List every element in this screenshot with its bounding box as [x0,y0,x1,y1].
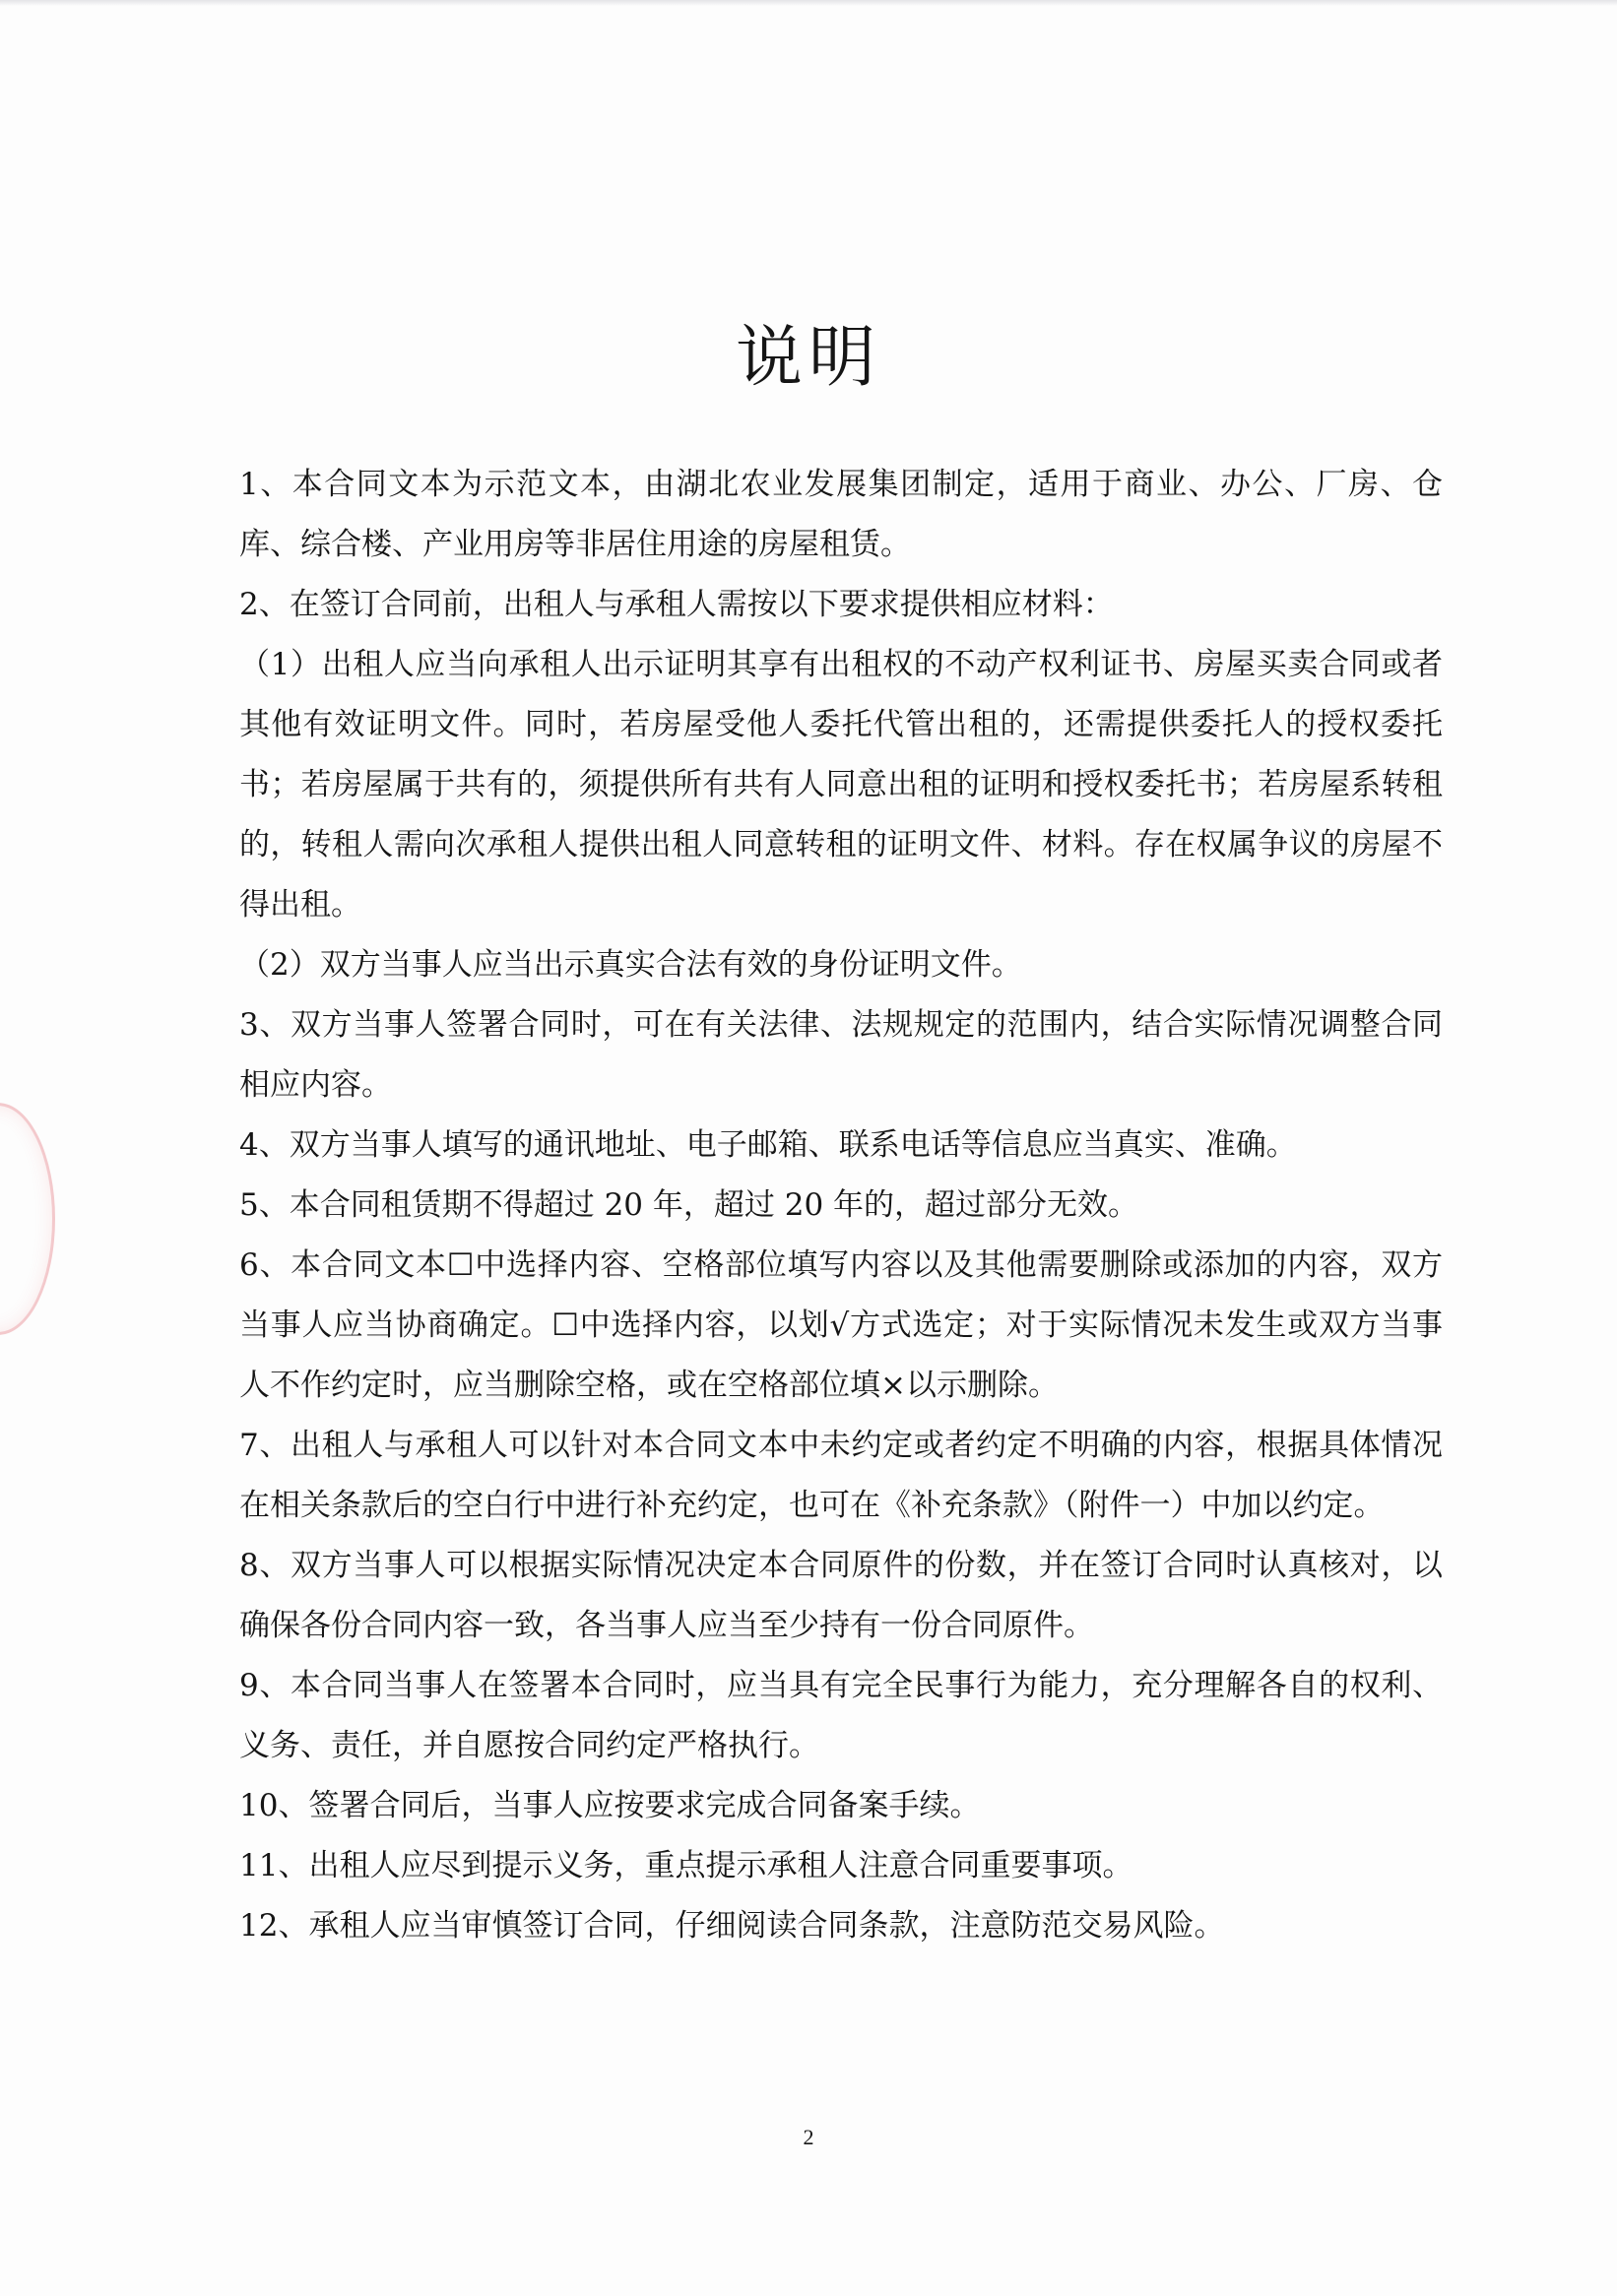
seal-stamp-fragment [0,1103,55,1335]
instruction-paragraph-10: 10、签署合同后，当事人应按要求完成合同备案手续。 [239,1788,981,1823]
instruction-paragraph-9: 9、本合同当事人在签署本合同时，应当具有完全民事行为能力，充分理解各自的权利、义务、责任，并自愿按合同约定严格执行。 [239,1668,1443,1763]
instructions-body [239,455,1443,1956]
instruction-paragraph-12: 12、承租人应当审慎签订合同，仔细阅读合同条款，注意防范交易风险。 [239,1908,1225,1944]
instruction-paragraph-5: 5、本合同租赁期不得超过 20 年，超过 20 年的，超过部分无效。 [239,1187,1139,1223]
instruction-paragraph-2-1: （1）出租人应当向承租人出示证明其享有出租权的不动产权利证书、房屋买卖合同或者其他有效证明文件。同时，若房屋受他人委托代管出租的，还需提供委托人的授权委托书；若房屋属于共有的，须提供所有共有人同意出租的证明和授权委托书；若房屋系转租的，转租人需向次承租人提供出租人同意转租的证明文件、材料。存在权属争议的房屋不得出租。 [239,647,1443,923]
instruction-paragraph-11: 11、出租人应尽到提示义务，重点提示承租人注意合同重要事项。 [239,1848,1133,1883]
instruction-paragraph-4: 4、双方当事人填写的通讯地址、电子邮箱、联系电话等信息应当真实、准确。 [239,1127,1297,1163]
instruction-paragraph-8: 8、双方当事人可以根据实际情况决定本合同原件的份数，并在签订合同时认真核对，以确保各份合同内容一致，各当事人应当至少持有一份合同原件。 [239,1548,1443,1643]
instruction-paragraph-3: 3、双方当事人签署合同时，可在有关法律、法规规定的范围内，结合实际情况调整合同相应内容。 [239,1007,1443,1103]
instruction-paragraph-2: 2、在签订合同前，出租人与承租人需按以下要求提供相应材料： [239,587,1114,622]
scan-edge-shadow [0,0,1617,6]
page-title: 说明 [735,319,881,397]
instruction-paragraph-7: 7、出租人与承租人可以针对本合同文本中未约定或者约定不明确的内容，根据具体情况在相关条款后的空白行中进行补充约定，也可在《补充条款》（附件一）中加以约定。 [239,1428,1443,1523]
instruction-paragraph-2-2: （2）双方当事人应当出示真实合法有效的身份证明文件。 [239,947,1022,983]
page-number: 2 [803,2125,814,2149]
instruction-paragraph-6: 6、本合同文本☐中选择内容、空格部位填写内容以及其他需要删除或添加的内容，双方当事人应当协商确定。☐中选择内容，以划√方式选定；对于实际情况未发生或双方当事人不作约定时，应当删除空格，或在空格部位填×以示删除。 [239,1247,1443,1403]
instruction-paragraph-1: 1、本合同文本为示范文本，由湖北农业发展集团制定，适用于商业、办公、厂房、仓库、综合楼、产业用房等非居住用途的房屋租赁。 [239,467,1443,562]
